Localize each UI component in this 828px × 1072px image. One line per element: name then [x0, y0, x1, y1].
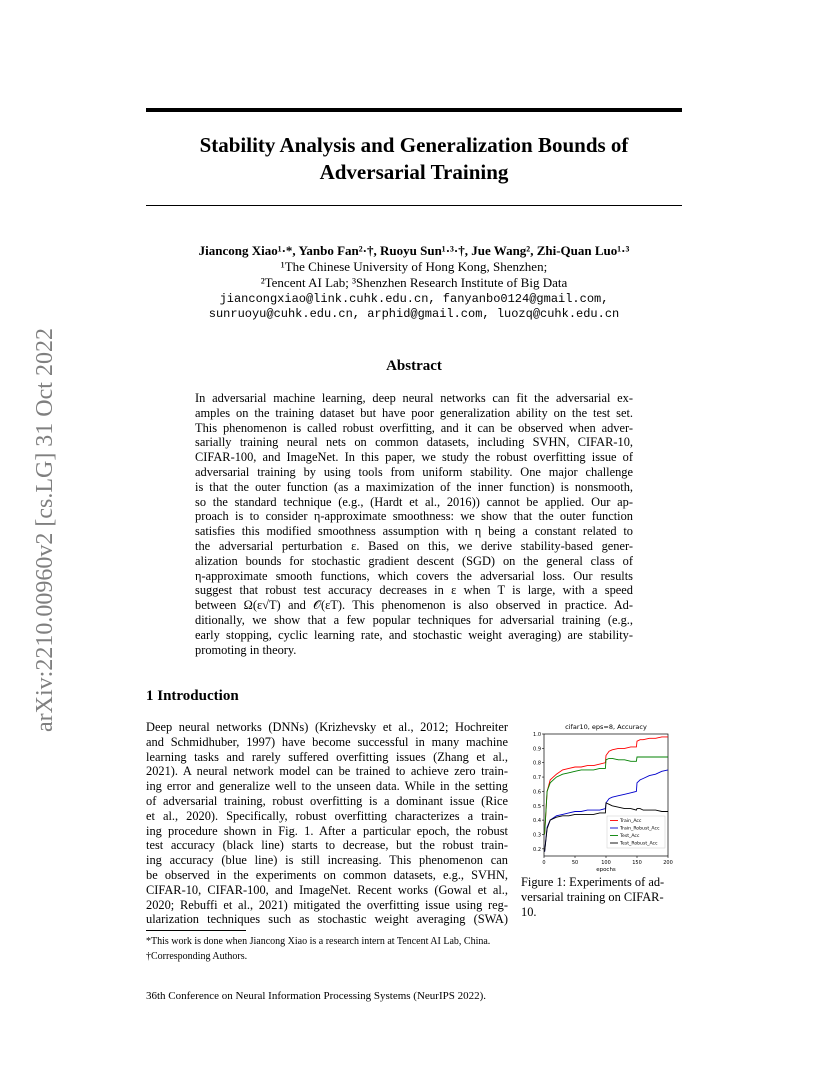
introduction-line: learning tasks and rarely suffered overfitting issues (Zhang et al., [146, 749, 508, 764]
affiliation-1: ¹The Chinese University of Hong Kong, Shenzhen; [280, 259, 548, 274]
legend-label: Train_Robust_Acc [620, 826, 660, 832]
figure-1-chart [512, 718, 688, 876]
y-tick-label: 0.4 [533, 818, 541, 825]
x-tick-label: 100 [601, 860, 611, 866]
arxiv-sidebar [30, 300, 60, 760]
chart-title: cifar10, eps=8, Accuracy [565, 723, 647, 731]
introduction-line: ularization techniques such as stochastic weight averaging (SWA) [146, 912, 508, 927]
footnote-1: *This work is done when Jiancong Xiao is a research intern at Tencent AI Lab, China. [146, 936, 491, 947]
abstract-line: adversarial training by using tools from uniform stability. One major challenge [195, 464, 633, 479]
introduction-line: ing procedure shown in Fig. 1. After a particular epoch, the robust [146, 823, 508, 838]
y-tick-label: 0.2 [533, 846, 541, 853]
y-tick-label: 0.3 [533, 832, 541, 839]
y-tick-label: 0.5 [533, 803, 541, 810]
x-tick-label: 200 [663, 860, 673, 866]
figure-1-caption [521, 875, 683, 919]
paper-title [146, 132, 682, 186]
legend-label: Test_Acc [620, 834, 640, 839]
affiliation-2: ²Tencent AI Lab; ³Shenzhen Research Institute of Big Data [260, 275, 568, 290]
abstract-line: so the standard technique (e.g., (Hardt et al., 2016)) cannot be applied. Our ap- [195, 494, 633, 509]
introduction-line: of adversarial training, robust overfitting is a dominant issue (Rice [146, 793, 508, 808]
abstract-line: satisfies this modified smoothness assumption with η being a constant related to [195, 524, 633, 539]
legend-label: Test_Robust_Acc [620, 841, 658, 847]
abstract-line: This phenomenon is called robust overfitting, and it can be observed when adver- [195, 420, 633, 435]
footnote-rule [146, 930, 246, 931]
y-tick-label: 0.9 [533, 746, 541, 753]
abstract-line: between Ω(ε√T) and 𝒪(εT). This phenomenon is also observed in practice. Ad- [195, 598, 633, 613]
abstract-line: CIFAR-100, and ImageNet. In this paper, we study the robust overfitting issue of [195, 450, 633, 465]
caption-line: Figure 1: Experiments of ad- [521, 875, 665, 889]
abstract-line: ditionally, we show that a few popular techniques for adversarial training (e.g., [195, 612, 633, 627]
introduction-line: 2020; Rebuffi et al., 2021) mitigated the overfitting issue using reg- [146, 897, 508, 912]
venue-footer: 36th Conference on Neural Information Processing Systems (NeurIPS 2022). [146, 990, 487, 1002]
abstract-line: promoting in theory. [195, 642, 297, 657]
x-tick-label: 0 [542, 860, 546, 866]
author-emails-2: sunruoyu@cuhk.edu.cn, arphid@gmail.com, luozq@cuhk.edu.cn [208, 307, 620, 321]
caption-line: 10. [521, 904, 537, 919]
x-axis-label: epochs [596, 867, 616, 873]
abstract-line: the adversarial perturbation ε. Based on this, we derive stability-based gener- [195, 538, 633, 553]
abstract-line: η-approximate smooth functions, which covers the adversarial loss. Our results [195, 568, 633, 583]
introduction-line: Deep neural networks (DNNs) (Krizhevsky et al., 2012; Hochreiter [146, 720, 508, 734]
y-tick-label: 0.7 [533, 775, 541, 782]
title-line-1: Stability Analysis and Generalization Bounds of [199, 133, 629, 157]
author-emails-1: jiancongxiao@link.cuhk.edu.cn, fanyanbo0124@gmail.com, [219, 292, 609, 306]
abstract-heading: Abstract [386, 358, 442, 374]
y-tick-label: 1.0 [533, 732, 541, 738]
arxiv-identifier: arXiv:2210.00960v2 [cs.LG] 31 Oct 2022 [32, 328, 58, 732]
footnote-2: †Corresponding Authors. [146, 951, 248, 962]
abstract-line: amples on the training dataset but have poor generalization ability on the test set. [195, 405, 633, 420]
y-tick-label: 0.8 [533, 760, 541, 767]
abstract-line: alization bounds for stochastic gradient descent (SGD) on the general class of [195, 553, 633, 568]
abstract-line: is that the outer function (as a maximization of the inner function) is nonsmooth, [195, 479, 633, 494]
abstract-line: proach is to consider η-approximate smoothness: we show that the outer function [195, 509, 633, 524]
abstract-line: In adversarial machine learning, deep neural networks can fit the adversarial ex- [195, 391, 633, 405]
x-tick-label: 50 [571, 860, 579, 866]
title-line-2: Adversarial Training [319, 160, 509, 184]
introduction-line: ing accuracy (blue line) is still increasing. This phenomenon can [146, 853, 508, 868]
introduction-body [146, 720, 508, 927]
abstract-line: sarially training neural nets on common datasets, including SVHN, CIFAR-10, [195, 435, 633, 450]
introduction-line: and Schmidhuber, 1997) have become successful in many machine [146, 734, 508, 749]
title-bottom-rule [146, 205, 682, 206]
introduction-line: test accuracy (black line) starts to decrease, but the robust train- [146, 838, 508, 853]
introduction-line: 2021). A neural network model can be trained to achieve zero train- [146, 764, 508, 779]
title-top-rule [146, 108, 682, 112]
y-tick-label: 0.6 [533, 789, 541, 796]
introduction-line: be observed in the experiments on common datasets, e.g., SVHN, [146, 867, 508, 882]
legend-label: Train_Acc [620, 819, 642, 824]
abstract-line: suggest that robust test accuracy decreases in ε when T is large, with a speed [195, 583, 633, 598]
x-tick-label: 150 [632, 860, 642, 866]
introduction-line: et al., 2020). Specifically, robust overfitting characterizes a train- [146, 808, 508, 823]
introduction-line: ing error and generalize well to the unseen data. While in the setting [146, 779, 508, 794]
introduction-line: CIFAR-10, CIFAR-100, and ImageNet. Recent works (Gowal et al., [146, 882, 508, 897]
abstract-line: early stopping, cyclic learning rate, and stochastic weight averaging) are stability- [195, 627, 633, 642]
caption-line: versarial training on CIFAR- [521, 889, 664, 904]
author-list: Jiancong Xiao¹·*, Yanbo Fan²·†, Ruoyu Sun¹·³·†, Jue Wang², Zhi-Quan Luo¹·³ [198, 243, 630, 258]
section-heading-introduction: 1 Introduction [146, 688, 239, 704]
abstract-body [195, 391, 633, 657]
